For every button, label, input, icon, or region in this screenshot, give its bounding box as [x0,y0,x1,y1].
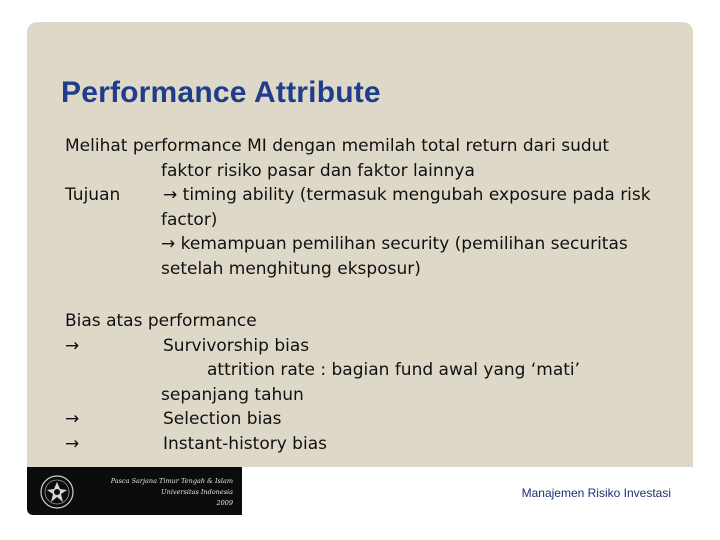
survivorship-detail: attrition rate : bagian fund awal yang ‘mati’ [207,360,581,380]
course-title: Manajemen Risiko Investasi [521,486,671,500]
bias-item-survivorship [65,334,690,359]
institution-name: Pasca Sarjana Timur Tengah & Islam [110,477,233,485]
institution-text [103,476,233,509]
slide-footer [27,467,693,520]
institution-year: 2009 [216,499,233,507]
bias-item-instant-history [65,432,690,457]
arrow-icon: → [65,433,80,454]
slide-panel [27,22,693,520]
bias-heading: Bias atas performance [65,311,257,331]
university-emblem-icon [40,475,74,509]
slide-title: Performance Attribute [61,76,381,109]
tujuan-point-timing-continued: factor) [161,209,218,230]
arrow-icon: → [65,409,80,429]
slide-body [65,134,690,456]
intro-line-continued: faktor risiko pasar dan faktor lainnya [161,160,475,181]
bias-item-selection [65,407,690,432]
bias-label: Survivorship bias [163,335,310,356]
arrow-icon: → [65,335,80,356]
footer-institution-block [27,467,242,515]
survivorship-detail-continued: sepanjang tahun [161,384,304,405]
tujuan-row [65,183,690,208]
university-name: Universitas Indonesia [161,488,233,496]
bias-label: Instant-history bias [163,433,327,454]
intro-line: Melihat performance MI dengan memilah total return dari sudut [65,136,610,156]
tujuan-point-selection: → kemampuan pemilihan security (pemilihan securitas [161,234,628,254]
tujuan-label: Tujuan [65,185,121,205]
tujuan-point-timing: → timing ability (termasuk mengubah exposure pada risk [163,185,651,205]
bias-label: Selection bias [163,409,282,429]
tujuan-point-selection-continued: setelah menghitung eksposur) [161,258,421,279]
